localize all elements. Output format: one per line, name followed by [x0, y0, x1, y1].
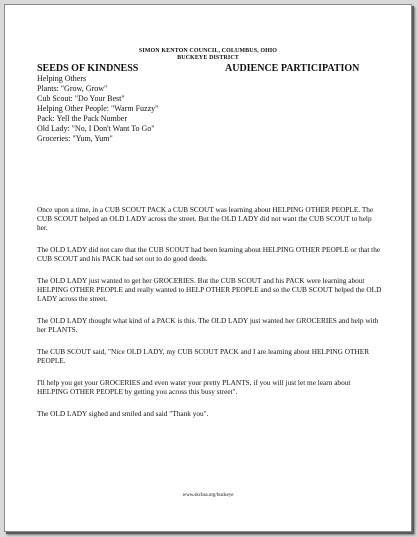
story-paragraph: The OLD LADY just wanted to get her GROCERIES. But the CUB SCOUT and his PACK were learning about HELPING OTHER PEOPLE and really wanted to HELP OTHER PEOPLE and so the CUB SCOUT helped the OLD LADY across the street. — [37, 276, 382, 303]
cue-line: Helping Other People: "Warm Fuzzy" — [37, 104, 159, 113]
cue-line: Plants: "Grow, Grow" — [37, 84, 108, 93]
story-paragraph: The CUB SCOUT said, "Nice OLD LADY, my CUB SCOUT PACK and I are learning about HELPING OTHER PEOPLE. — [37, 347, 370, 365]
cue-line: Cub Scout: "Do Your Best" — [37, 94, 125, 103]
story-paragraph: I'll help you get your GROCERIES and even water your pretty PLANTS, if you will just let me learn about HELPING OTHER PEOPLE by getting you across this busy street". — [37, 378, 351, 396]
story-paragraph: The OLD LADY sighed and smiled and said "Thank you". — [37, 409, 209, 418]
story-paragraph: The OLD LADY thought what kind of a PACK is this. The OLD LADY just wanted her GROCERIES and help with her PLANTS. — [37, 316, 379, 334]
story-title: SEEDS OF KINDNESS — [37, 63, 139, 74]
audience-cues — [37, 74, 158, 144]
story-paragraph: Once upon a time, in a CUB SCOUT PACK a CUB SCOUT was learning about HELPING OTHER PEOPLE. The CUB SCOUT helped an OLD LADY across the street. But the OLD LADY did not want the CUB SCOUT to help her. — [37, 205, 374, 232]
story-body — [37, 205, 382, 431]
activity-type: AUDIENCE PARTICIPATION — [225, 63, 360, 74]
title-row — [37, 63, 377, 74]
document-page — [4, 4, 412, 532]
district-name: BUCKEYE DISTRICT — [177, 55, 239, 61]
cue-line: Pack: Yell the Pack Number — [37, 114, 127, 123]
footer-url: www.skcbsa.org/buckeye — [182, 493, 234, 498]
story-paragraph: The OLD LADY did not care that the CUB SCOUT had been learning about HELPING OTHER PEOPLE or that the CUB SCOUT and his PACK had set out to do good deeds. — [37, 245, 381, 263]
cue-heading: Helping Others — [37, 74, 87, 83]
council-header — [5, 48, 411, 62]
cue-line: Groceries: "Yum, Yum" — [37, 134, 113, 143]
council-name: SIMON KENTON COUNCIL, COLUMBUS, OHIO — [138, 48, 278, 54]
cue-line: Old Lady: "No, I Don't Want To Go" — [37, 124, 155, 133]
